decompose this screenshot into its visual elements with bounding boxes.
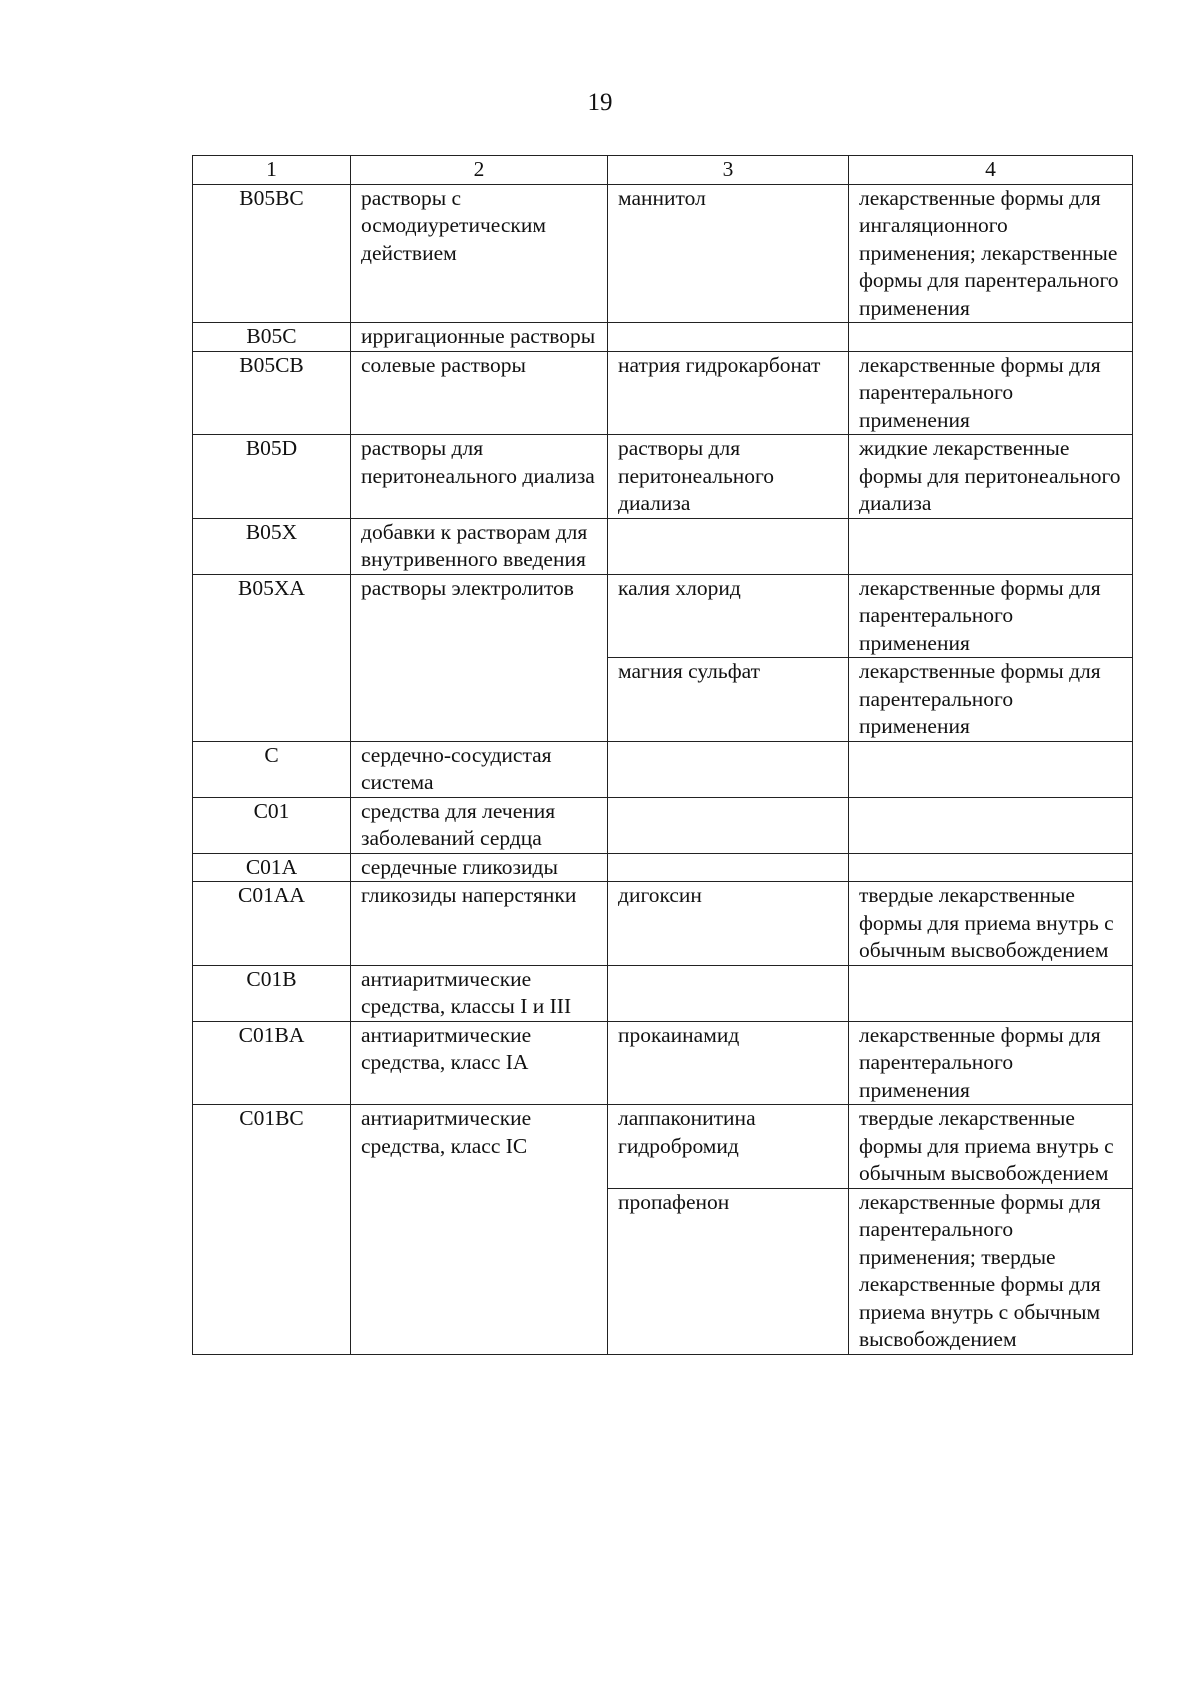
dosage-form-cell (849, 853, 1133, 882)
group-name-cell: средства для лечения заболеваний сердца (351, 797, 608, 853)
drug-name-cell (608, 323, 849, 352)
table-row (193, 435, 1133, 519)
group-name-cell: ирригационные растворы (351, 323, 608, 352)
group-name-cell: солевые растворы (351, 351, 608, 435)
atc-code-cell: B05C (193, 323, 351, 352)
group-name-cell: растворы электролитов (351, 574, 608, 741)
dosage-form-cell: лекарственные формы для парентерального применения; твердые лекарственные формы для приема внутрь с обычным высвобождением (849, 1188, 1133, 1354)
table-row (193, 1105, 1133, 1189)
group-name-cell: добавки к растворам для внутривенного введения (351, 518, 608, 574)
table-row (193, 1021, 1133, 1105)
dosage-form-cell (849, 518, 1133, 574)
header-row (193, 156, 1133, 185)
dosage-form-cell: жидкие лекарственные формы для перитонеального диализа (849, 435, 1133, 519)
drug-name-cell: лаппаконитина гидробромид (608, 1105, 849, 1189)
atc-code-cell: B05BC (193, 184, 351, 323)
atc-code-cell: C01AA (193, 882, 351, 966)
dosage-form-cell: лекарственные формы для парентерального применения (849, 658, 1133, 742)
drug-name-cell: калия хлорид (608, 574, 849, 658)
drug-name-cell: пропафенон (608, 1188, 849, 1354)
drug-name-cell (608, 741, 849, 797)
table-row (193, 323, 1133, 352)
page-number: 19 (587, 89, 613, 116)
drug-table (192, 155, 1133, 1355)
drug-name-cell: магния сульфат (608, 658, 849, 742)
column-header-4: 4 (849, 156, 1133, 185)
table-row (193, 741, 1133, 797)
table-row (193, 965, 1133, 1021)
group-name-cell: антиаритмические средства, классы I и III (351, 965, 608, 1021)
dosage-form-cell: твердые лекарственные формы для приема внутрь с обычным высвобождением (849, 1105, 1133, 1189)
group-name-cell: растворы для перитонеального диализа (351, 435, 608, 519)
group-name-cell: сердечно-сосудистая система (351, 741, 608, 797)
table-row (193, 882, 1133, 966)
atc-code-cell: B05CB (193, 351, 351, 435)
drug-name-cell: растворы для перитонеального диализа (608, 435, 849, 519)
group-name-cell: антиаритмические средства, класс IA (351, 1021, 608, 1105)
drug-name-cell (608, 853, 849, 882)
dosage-form-cell: лекарственные формы для парентерального применения (849, 351, 1133, 435)
drug-name-cell: маннитол (608, 184, 849, 323)
table-row (193, 518, 1133, 574)
atc-code-cell: C01BC (193, 1105, 351, 1355)
dosage-form-cell: лекарственные формы для парентерального применения (849, 574, 1133, 658)
table-row (193, 574, 1133, 658)
column-header-2: 2 (351, 156, 608, 185)
dosage-form-cell (849, 797, 1133, 853)
drug-name-cell: дигоксин (608, 882, 849, 966)
atc-code-cell: C (193, 741, 351, 797)
drug-name-cell (608, 797, 849, 853)
atc-code-cell: C01A (193, 853, 351, 882)
table-row (193, 184, 1133, 323)
column-header-3: 3 (608, 156, 849, 185)
atc-code-cell: B05X (193, 518, 351, 574)
group-name-cell: антиаритмические средства, класс IC (351, 1105, 608, 1355)
table-row (193, 797, 1133, 853)
group-name-cell: сердечные гликозиды (351, 853, 608, 882)
atc-code-cell: B05D (193, 435, 351, 519)
table-header (193, 156, 1133, 185)
atc-code-cell: B05XA (193, 574, 351, 741)
dosage-form-cell: лекарственные формы для ингаляционного применения; лекарственные формы для парентерального применения (849, 184, 1133, 323)
column-header-1: 1 (193, 156, 351, 185)
group-name-cell: растворы с осмодиуретическим действием (351, 184, 608, 323)
drug-name-cell: прокаинамид (608, 1021, 849, 1105)
drug-name-cell (608, 965, 849, 1021)
dosage-form-cell (849, 965, 1133, 1021)
dosage-form-cell (849, 741, 1133, 797)
table-row (193, 853, 1133, 882)
atc-code-cell: C01BA (193, 1021, 351, 1105)
drug-name-cell (608, 518, 849, 574)
dosage-form-cell: твердые лекарственные формы для приема внутрь с обычным высвобождением (849, 882, 1133, 966)
atc-code-cell: C01B (193, 965, 351, 1021)
table-row (193, 351, 1133, 435)
dosage-form-cell (849, 323, 1133, 352)
table-body (193, 184, 1133, 1354)
atc-code-cell: C01 (193, 797, 351, 853)
group-name-cell: гликозиды наперстянки (351, 882, 608, 966)
drug-name-cell: натрия гидрокарбонат (608, 351, 849, 435)
dosage-form-cell: лекарственные формы для парентерального применения (849, 1021, 1133, 1105)
